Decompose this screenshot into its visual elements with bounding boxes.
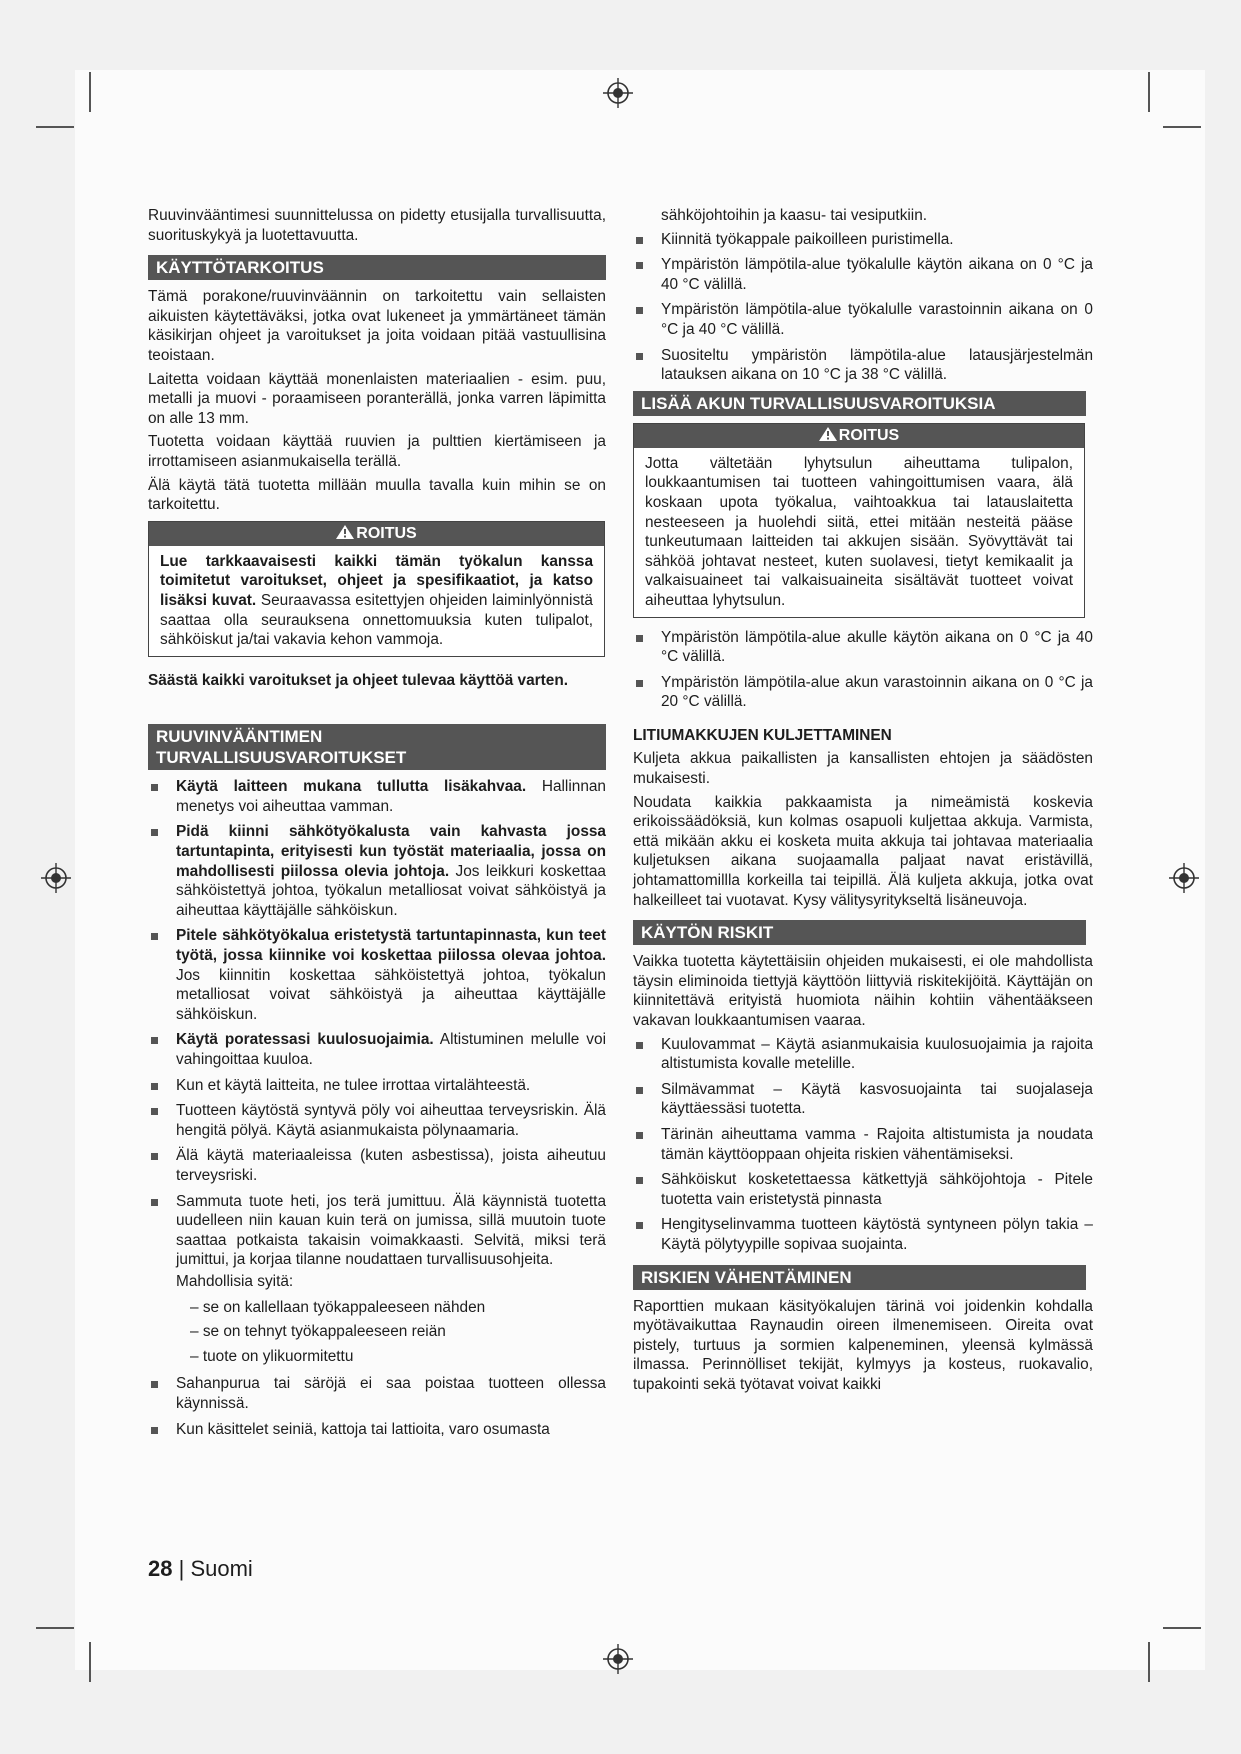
crop-mark: [36, 1627, 74, 1629]
warning-title-text: ROITUS: [838, 426, 900, 444]
list-item: Ympäristön lämpötila-alue akun varastoinnin aikana on 0 °C ja 20 °C välillä.: [633, 673, 1093, 712]
crop-mark: [1148, 1642, 1150, 1682]
warning-title: [149, 522, 604, 546]
page-footer: [148, 1556, 253, 1582]
paragraph: Noudata kaikkia pakkaamista ja nimeämistä koskevia erikoissäädöksiä, kun kolmas osapuoli kuljettaa akkuja. Varmista, että mikään akku ei kosketa muita akkuja tai johtavaa materiaalia kuljetuksen aikana suojaamalla paljaat navat eristävillä, johtamattomillla korkeilla tai teipillä. Älä kuljeta akkuja, jotka ovat halkeilleet tai vuotavat. Kysy välitysyritykseltä lisäneuvoja.: [633, 793, 1093, 909]
save-note: Säästä kaikki varoitukset ja ohjeet tulevaa käyttöä varten.: [148, 671, 569, 689]
crop-mark: [36, 126, 74, 128]
list-item: Kun käsittelet seiniä, kattoja tai lattioita, varo osumasta: [148, 1420, 606, 1440]
list-item: Pitele sähkötyökalua eristetystä tartuntapinnasta, kun teet työtä, jossa kiinnike voi koskettaa piilossa olevaa johtoa. Jos kiinnitin koskettaa sähköistettyä johtoa, työkalun metalliosat voivat sähköistyä ja aiheuttaa käyttäjälle sähköiskun.: [148, 926, 606, 1024]
list-item: Kuulovammat – Käytä asianmukaisia kuulosuojaimia ja rajoita altistumista kovalle metelille.: [633, 1035, 1093, 1074]
list-item: Käytä poratessasi kuulosuojaimia. Altistuminen melulle voi vahingoittaa kuuloa.: [148, 1030, 606, 1069]
list-item: Sahanpurua tai säröjä ei saa poistaa tuotteen ollessa käynnissä.: [148, 1374, 606, 1413]
warning-text: Seuraavassa esitettyjen ohjeiden laiminlyönnistä saattaa olla seurauksena onnettomuuksia kuten tulipalot, sähköiskut ja/tai vakavia kehon vammoja.: [160, 591, 593, 649]
registration-mark-icon: [41, 863, 71, 893]
list-item: Ympäristön lämpötila-alue akulle käytön aikana on 0 °C ja 40 °C välillä.: [633, 628, 1093, 667]
safety-list-continued: [148, 1374, 606, 1439]
warning-title-text: ROITUS: [356, 524, 417, 542]
intro-text: Ruuvinvääntimesi suunnittelussa on pidetty etusijalla turvallisuutta, suorituskykyä ja luotettavuutta.: [148, 207, 606, 244]
crop-mark: [89, 72, 91, 112]
section-heading-riskit: KÄYTÖN RISKIT: [633, 920, 1086, 945]
heading-line: RUUVINVÄÄNTIMEN: [156, 727, 323, 747]
temperature-list: [633, 230, 1093, 385]
causes-label: Mahdollisia syitä:: [176, 1272, 294, 1290]
warning-text: Jotta vältetään lyhytsulun aiheuttama tulipalon, loukkaantumisen tai tuotteen vahingoittumisen vaara, älä koskaan upota työkalua, vaihtoakkua tai latauslaitetta nesteeseen ja huolehdi siitä, ettei mitään nesteitä pääse tunkeutumaan laitteiden tai akkujen sisään. Syövyttävät tai sähköä johtavat nesteet, kuten suolavesi, tietyt kemikaalit ja valkaisuaineet tai valkaisuaineita sisältävät tuotteet voivat aiheuttaa lyhytsulun.: [645, 454, 1073, 609]
safety-list: [148, 777, 606, 1270]
warning-triangle-icon: [336, 525, 354, 539]
list-item: Hengityselinvamma tuotteen käytöstä syntyneen pölyn takia – Käytä pölytyypille sopivaa suojainta.: [633, 1215, 1093, 1254]
list-item: Älä käytä materiaaleissa (kuten asbestissa), joista aiheutuu terveysriski.: [148, 1146, 606, 1185]
paragraph: Laitetta voidaan käyttää monenlaisten materiaalien - esim. puu, metalli ja muovi - poraamiseen poranterällä, jonka varren läpimitta on alle 13 mm.: [148, 370, 606, 427]
list-item: Kiinnitä työkappale paikoilleen puristimella.: [633, 230, 1093, 250]
cause-item: – tuote on ylikuormitettu: [190, 1347, 354, 1365]
list-item: Ympäristön lämpötila-alue työkalulle varastoinnin aikana on 0 °C ja 40 °C välillä.: [633, 300, 1093, 339]
crop-mark: [89, 1642, 91, 1682]
paragraph: Raporttien mukaan käsityökalujen tärinä voi joidenkin kohdalla myötävaikuttaa Raynaudin oireen ilmenemiseen. Oireita ovat pistely, turtuus ja sormien kalpeneminen, yleensä kylmässä ilmassa. Perinnölliset tekijät, kylmyys ja kosteus, ruokavalio, tupakointi sekä työtavat voivat kaikki: [633, 1297, 1093, 1393]
list-item: Käytä laitteen mukana tullutta lisäkahvaa. Hallinnan menetys voi aiheuttaa vamman.: [148, 777, 606, 816]
footer-language: Suomi: [190, 1556, 253, 1581]
paragraph: Tämä porakone/ruuvinväännin on tarkoitettu vain sellaisten aikuisten käytettäväksi, jotka ovat lukeneet ja ymmärtäneet tämän käsikirjan ohjeet ja varoitukset ja joita voidaan pitää vastuullisina teoistaan.: [148, 288, 606, 364]
list-item: Kun et käytä laitteita, ne tulee irrottaa virtalähteestä.: [148, 1076, 606, 1096]
section-heading-kayttotarkoitus: KÄYTTÖTARKOITUS: [148, 255, 606, 280]
list-item: Pidä kiinni sähkötyökalusta vain kahvasta jossa tartuntapinta, erityisesti kun työstät materiaalia, jossa on mahdollisesti piilossa olevia johtoja. Jos leikkuri koskettaa sähköistettyä johtoa, työkalun metalliosat voivat sähköistyä ja aiheuttaa käyttäjälle sähköiskun.: [148, 822, 606, 920]
warning-box: [633, 423, 1085, 618]
registration-mark-icon: [603, 78, 633, 108]
paragraph: Vaikka tuotetta käytettäisiin ohjeiden mukaisesti, ei ole mahdollista täysin eliminoida tiettyjä käyttöön liittyviä riskitekijöitä. Käyttäjän on kiinnitettävä erityistä huomiota näihin kohtiin vähentääkseen vakavan loukkaantumisen vaaraa.: [633, 953, 1093, 1029]
cause-item: – se on tehnyt työkappaleeseen reiän: [190, 1323, 446, 1341]
warning-bold-text: Lue tarkkaavaisesti kaikki tämän työkalun kanssa toimitetut varoitukset, ohjeet ja spesifikaatiot, ja katso lisäksi kuvat.: [160, 552, 593, 609]
warning-box: [148, 521, 605, 657]
section-heading-vahentaminen: RISKIEN VÄHENTÄMINEN: [633, 1265, 1086, 1290]
battery-temperature-list: [633, 628, 1093, 712]
registration-mark-icon: [603, 1644, 633, 1674]
page-number: 28: [148, 1556, 173, 1581]
warning-title: [634, 424, 1084, 448]
list-item: Suositeltu ympäristön lämpötila-alue latausjärjestelmän latauksen aikana on 10 °C ja 38 °C välillä.: [633, 346, 1093, 385]
list-item: Silmävammat – Käytä kasvosuojainta tai suojalaseja käyttäessäsi tuotetta.: [633, 1080, 1093, 1119]
risk-list: [633, 1035, 1093, 1255]
registration-mark-icon: [1169, 863, 1199, 893]
paragraph: Kuljeta akkua paikallisten ja kansallisten ehtojen ja säädösten mukaisesti.: [633, 750, 1093, 788]
paragraph: Tuotetta voidaan käyttää ruuvien ja pulttien kiertämiseen ja irrottamiseen asianmukaisella terällä.: [148, 433, 606, 470]
crop-mark: [1163, 126, 1201, 128]
paragraph: Älä käytä tätä tuotetta millään muulla tavalla kuin mihin se on tarkoitettu.: [148, 476, 606, 514]
list-item: Ympäristön lämpötila-alue työkalulle käytön aikana on 0 °C ja 40 °C välillä.: [633, 255, 1093, 294]
warning-triangle-icon: [819, 427, 837, 441]
right-column: [633, 206, 1093, 1399]
subheading-kuljetus: LITIUMAKKUJEN KULJETTAMINEN: [633, 726, 892, 744]
list-item: Tärinän aiheuttama vamma - Rajoita altistumista ja noudata tämän käyttöoppaan ohjeita riskien vähentämiseksi.: [633, 1125, 1093, 1164]
crop-mark: [1148, 72, 1150, 112]
list-item: Sähköiskut kosketettaessa kätkettyjä sähköjohtoja - Pitele tuotetta vain eristetystä pinnasta: [633, 1170, 1093, 1209]
continued-text: sähköjohtoihin ja kaasu- tai vesiputkiin.: [661, 207, 928, 224]
list-item: Tuotteen käytöstä syntyvä pöly voi aiheuttaa terveysriskin. Älä hengitä pölyä. Käytä asianmukaista pölynaamaria.: [148, 1101, 606, 1140]
list-item: Sammuta tuote heti, jos terä jumittuu. Älä käynnistä tuotetta uudelleen niin kauan kuin terä on jumissa, sillä muutoin tuote saattaa potkaista takaisin voimakkaasti. Selvitä, miksi terä jumittui, ja korjaa tilanne noudattaen turvallisuusohjeita.: [148, 1192, 606, 1270]
footer-separator: |: [172, 1556, 191, 1581]
cause-item: – se on kallellaan työkappaleeseen nähden: [190, 1298, 486, 1316]
section-heading-akku: LISÄÄ AKUN TURVALLISUUSVAROITUKSIA: [633, 391, 1086, 416]
heading-line: TURVALLISUUSVAROITUKSET: [156, 748, 407, 768]
section-heading-turvallisuus: [148, 724, 606, 770]
crop-mark: [1163, 1627, 1201, 1629]
left-column: [148, 206, 606, 1445]
